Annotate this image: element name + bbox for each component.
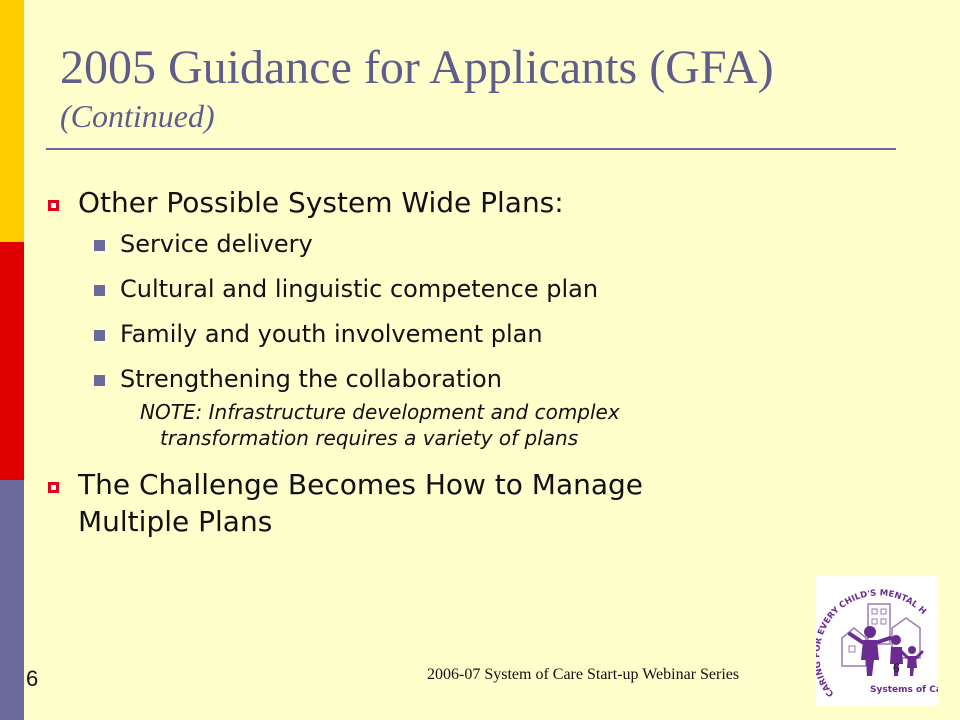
hollow-square-bullet-icon: [48, 482, 59, 493]
bullet-challenge-line-1: The Challenge Becomes How to Manage: [78, 468, 644, 501]
square-bullet-icon: [94, 285, 105, 296]
svg-text:CARING FOR EVERY CHILD'S MENTA: CARI EVERY CHILD'S MENTAL H: [816, 588, 928, 699]
logo-page-number: 6: [893, 660, 900, 675]
hollow-square-bullet-icon: [48, 200, 59, 211]
bullet-system-wide-plans: Other Possible System Wide Plans:: [78, 186, 564, 219]
square-bullet-icon: [94, 240, 105, 251]
subitem-cultural-plan: Cultural and linguistic competence plan: [120, 275, 599, 303]
footer-series: 2006-07 System of Care Start-up Webinar Series: [427, 666, 740, 683]
svg-text:Systems of Care: Systems of C: [870, 685, 936, 695]
accent-stripe-slate: [0, 480, 24, 720]
slide-number: 6: [26, 666, 39, 691]
square-bullet-icon: [94, 330, 105, 341]
systems-of-care-logo: [816, 576, 938, 706]
title-subtitle: (Continued): [60, 98, 215, 134]
note-line-2: transformation requires a variety of plans: [160, 426, 579, 450]
accent-stripe-red: [0, 242, 24, 480]
bullet-challenge-line-2: Multiple Plans: [78, 505, 273, 538]
square-bullet-icon: [94, 375, 105, 386]
accent-stripe-yellow: [0, 0, 24, 242]
title-divider: [46, 148, 896, 150]
subitem-service-delivery: Service delivery: [120, 230, 313, 258]
logo-graphic: [816, 576, 938, 706]
title-main: 2005 Guidance for Applicants (GFA): [60, 41, 774, 94]
subitem-collaboration: Strengthening the collaboration: [120, 365, 502, 393]
note-line-1: NOTE: Infrastructure development and complex: [140, 400, 620, 424]
slide-title: [60, 40, 920, 136]
subitem-family-youth-plan: Family and youth involvement plan: [120, 320, 543, 348]
